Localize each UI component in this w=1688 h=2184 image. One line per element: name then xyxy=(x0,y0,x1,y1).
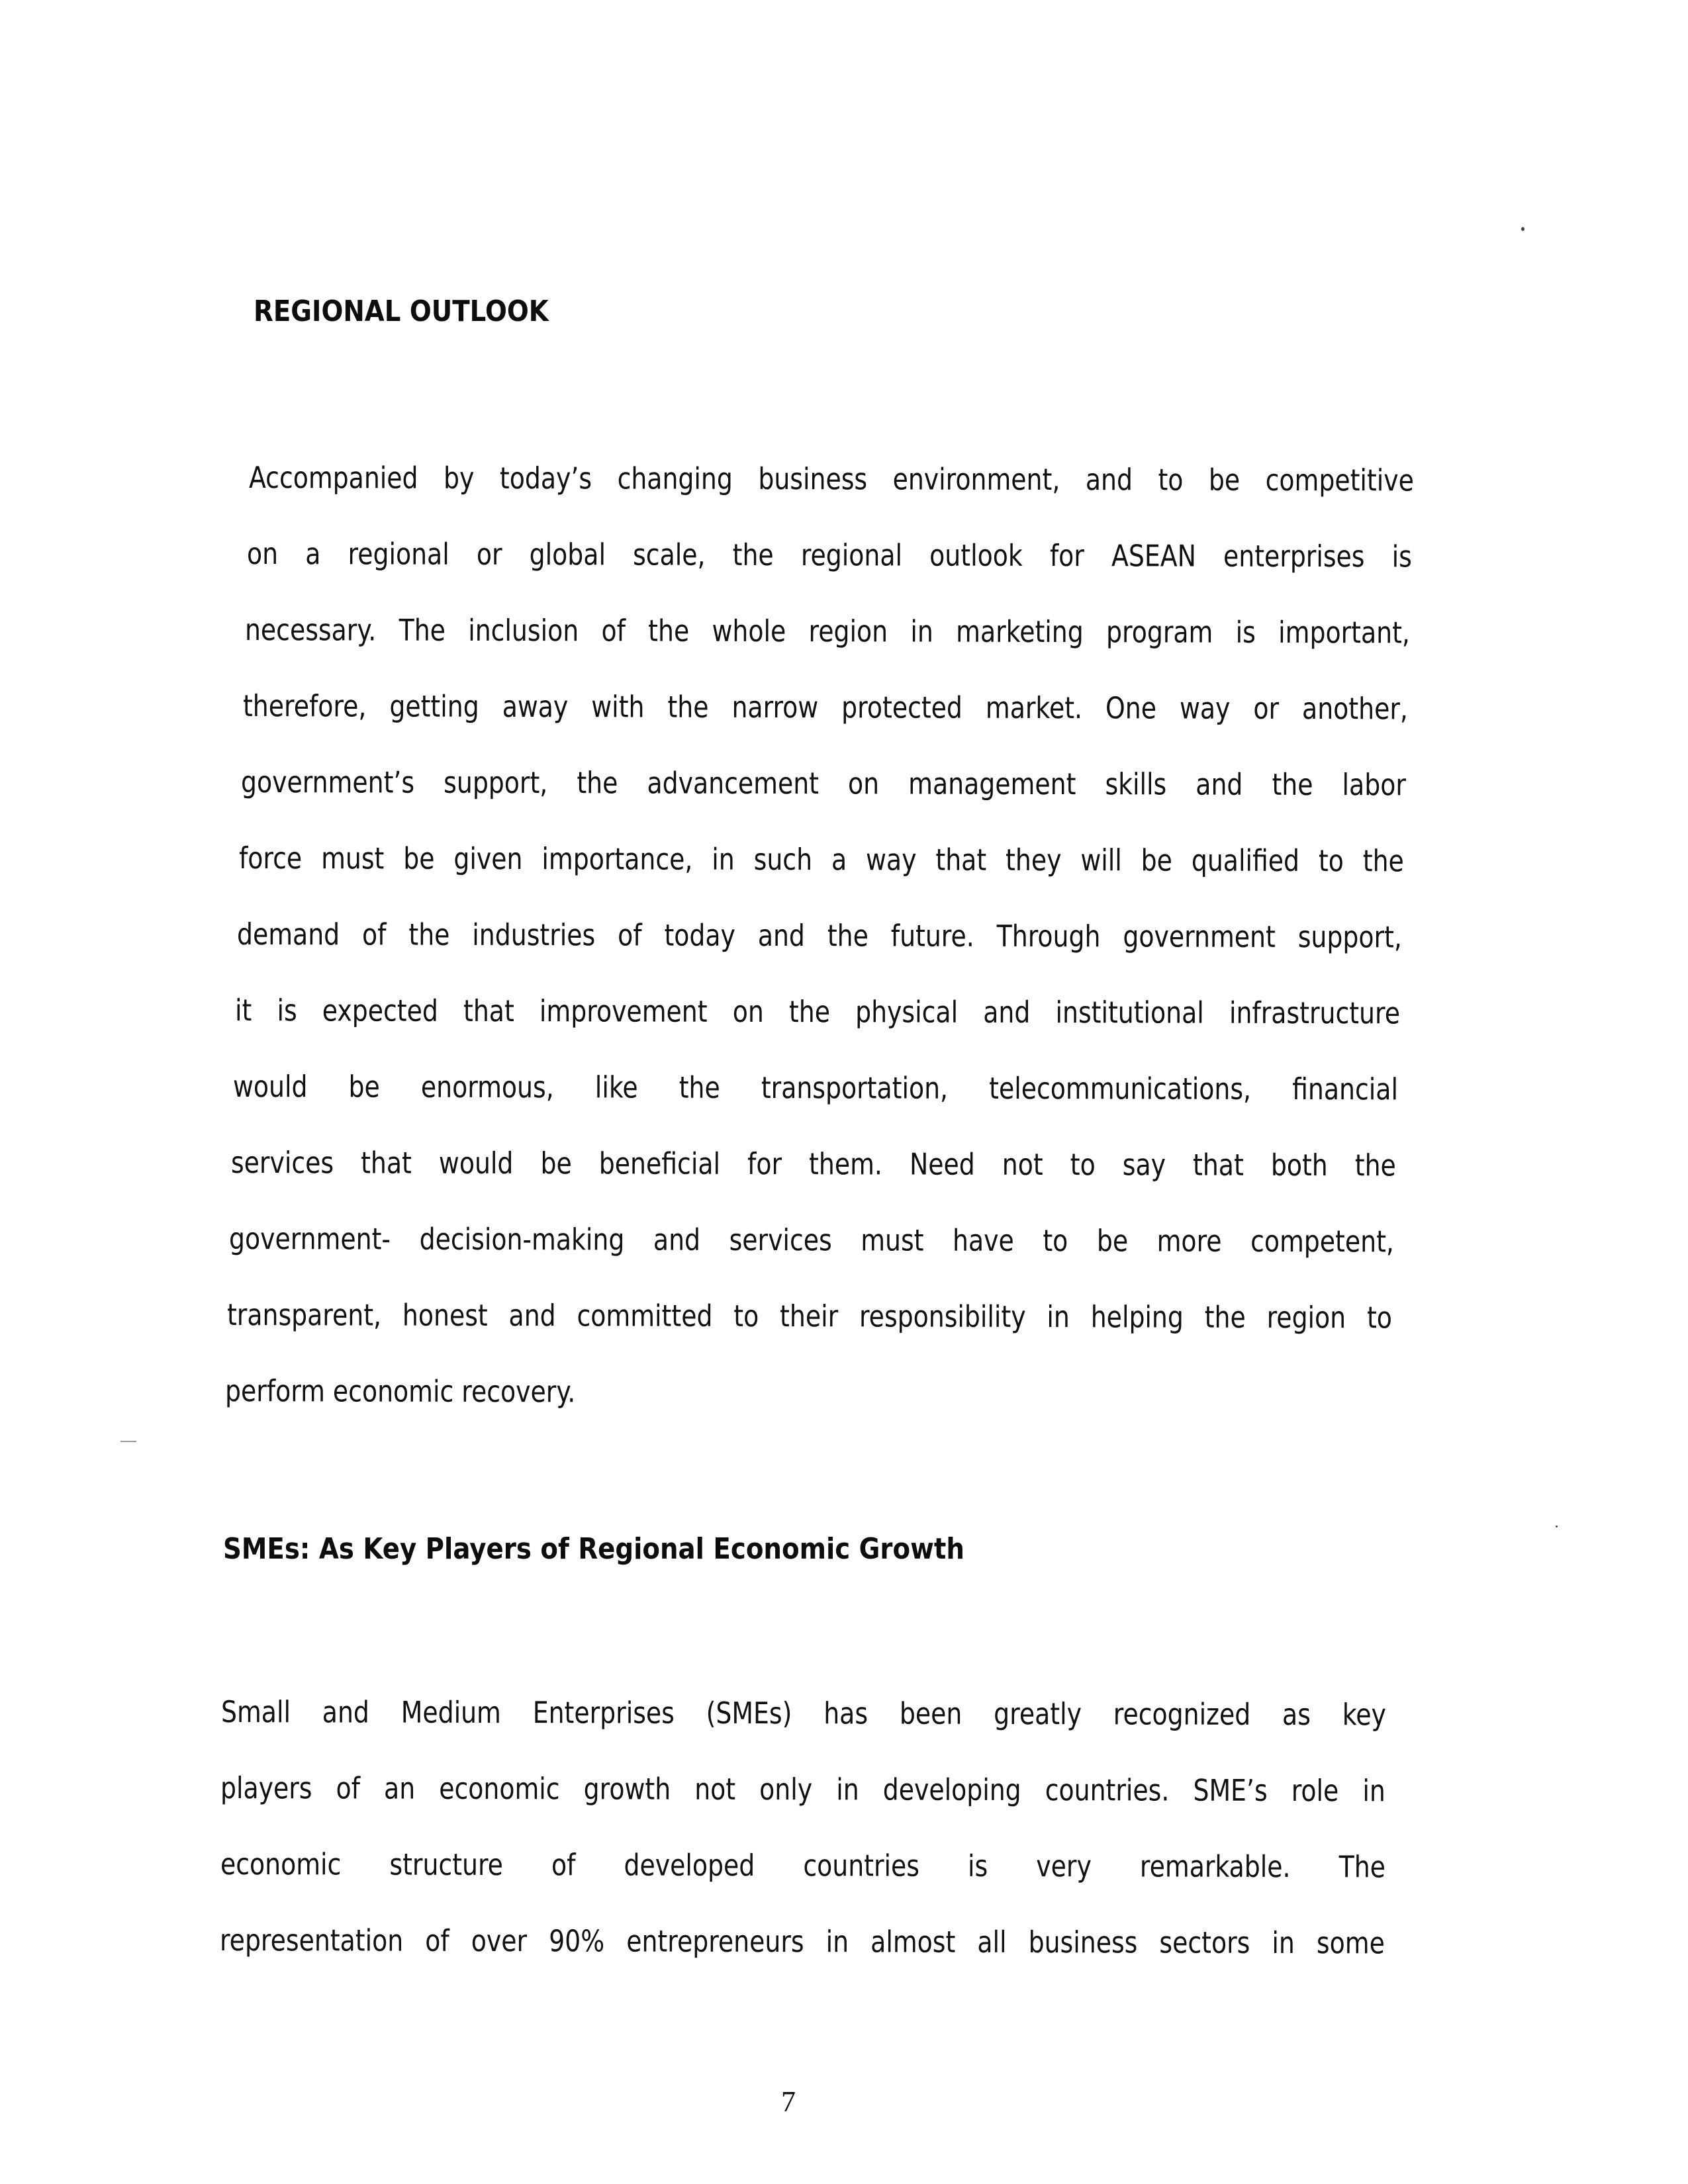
paragraph-line xyxy=(243,688,1408,726)
word: Need xyxy=(909,1146,975,1182)
word: and xyxy=(1085,462,1133,498)
word: to xyxy=(1043,1223,1068,1259)
word: force xyxy=(238,841,303,876)
word: expected xyxy=(322,993,438,1028)
word: business xyxy=(1028,1925,1138,1960)
word: The xyxy=(399,612,445,648)
paragraph-line xyxy=(233,1069,1398,1107)
word: the xyxy=(788,994,831,1030)
word: and xyxy=(1196,766,1243,802)
paragraph-line xyxy=(241,764,1406,802)
word: to xyxy=(733,1298,759,1334)
word: program xyxy=(1106,614,1213,650)
word: sectors xyxy=(1159,1925,1250,1960)
word: necessary. xyxy=(244,612,377,648)
word: remarkable. xyxy=(1139,1848,1291,1885)
page-number: 7 xyxy=(781,2085,796,2118)
scan-speck xyxy=(1556,1525,1558,1527)
word: will xyxy=(1080,842,1122,878)
word: countries xyxy=(803,1848,920,1884)
paragraph-line xyxy=(229,1221,1394,1259)
word: say xyxy=(1122,1147,1166,1183)
word: industries xyxy=(472,917,596,953)
word: beneficial xyxy=(598,1146,721,1181)
word: of xyxy=(551,1847,576,1883)
word: is xyxy=(1391,539,1412,574)
word: ASEAN xyxy=(1111,538,1196,574)
paragraph-line xyxy=(231,1145,1396,1183)
word: of xyxy=(425,1923,449,1958)
word: region xyxy=(1266,1299,1346,1336)
word: that xyxy=(361,1145,412,1181)
word: not xyxy=(694,1771,736,1807)
word: in xyxy=(910,614,933,649)
word: a xyxy=(831,842,847,878)
word: demand xyxy=(236,917,340,952)
word: their xyxy=(780,1298,839,1334)
word: key xyxy=(1342,1697,1387,1733)
word: it xyxy=(234,993,252,1028)
word: or xyxy=(1253,690,1280,726)
word: and xyxy=(508,1298,556,1334)
word: has xyxy=(823,1696,868,1731)
word: recognized xyxy=(1113,1696,1251,1732)
word: like xyxy=(594,1069,638,1105)
word: in xyxy=(1362,1773,1385,1809)
word: be xyxy=(1096,1223,1129,1259)
word: honest xyxy=(402,1297,488,1333)
paragraph-line xyxy=(239,841,1404,878)
word: the xyxy=(667,689,709,725)
word: protected xyxy=(841,690,963,725)
word: important, xyxy=(1278,614,1410,651)
word: competitive xyxy=(1265,462,1414,498)
word: way xyxy=(1179,690,1231,726)
word: the xyxy=(732,537,774,572)
word: of xyxy=(601,613,626,649)
word: in xyxy=(836,1772,859,1807)
word: decision-making xyxy=(419,1221,625,1257)
word: skills xyxy=(1105,766,1167,802)
word: to xyxy=(1158,462,1184,498)
word: of xyxy=(362,917,387,952)
paragraph-line xyxy=(227,1297,1392,1335)
word: and xyxy=(757,917,806,954)
scan-speck xyxy=(1521,227,1524,231)
word: some xyxy=(1316,1925,1385,1961)
word: the xyxy=(1362,843,1404,879)
word: a xyxy=(305,536,321,572)
word: not xyxy=(1002,1146,1043,1183)
word: labor xyxy=(1342,767,1406,803)
word: of xyxy=(336,1770,361,1806)
word: outlook xyxy=(929,537,1023,573)
word: qualified xyxy=(1191,842,1300,878)
word: whole xyxy=(712,613,786,649)
word: and xyxy=(983,994,1031,1030)
word: to xyxy=(1070,1147,1096,1183)
word: economic xyxy=(439,1770,560,1807)
word: enormous, xyxy=(420,1069,554,1105)
word: them. xyxy=(809,1146,882,1182)
word: the xyxy=(1204,1299,1246,1335)
paragraph-line xyxy=(221,1694,1386,1732)
word: be xyxy=(403,841,435,876)
word: in xyxy=(1047,1299,1070,1335)
word: with xyxy=(591,689,645,725)
word: have xyxy=(953,1222,1014,1258)
word: is xyxy=(1235,614,1256,650)
word: to xyxy=(1318,843,1344,879)
word: is xyxy=(277,993,297,1028)
word: be xyxy=(1208,462,1241,498)
word: developed xyxy=(624,1847,755,1884)
paragraph-line xyxy=(249,460,1414,498)
word: for xyxy=(1049,538,1084,574)
word: that xyxy=(935,842,987,878)
word: almost xyxy=(870,1924,956,1960)
word: on xyxy=(848,766,880,801)
word: in xyxy=(712,841,735,877)
word: is xyxy=(968,1848,988,1884)
word: infrastructure xyxy=(1229,995,1401,1031)
word: the xyxy=(1272,766,1313,803)
word: economic xyxy=(220,1846,342,1882)
section-heading-regional-outlook: REGIONAL OUTLOOK xyxy=(254,295,549,328)
word: services xyxy=(729,1222,832,1258)
word: market. xyxy=(985,690,1083,726)
paragraph-line xyxy=(247,536,1412,574)
word: today xyxy=(664,917,735,953)
word: over xyxy=(471,1923,528,1959)
word: such xyxy=(753,841,813,878)
word: the xyxy=(577,765,618,801)
word: more xyxy=(1156,1223,1222,1259)
paragraph-line xyxy=(245,612,1410,650)
word: the xyxy=(1354,1148,1396,1183)
word: Through xyxy=(996,918,1101,954)
word: Medium xyxy=(400,1694,501,1731)
word: of xyxy=(618,917,642,953)
word: Small xyxy=(220,1694,291,1730)
word: helping xyxy=(1090,1299,1184,1335)
word: for xyxy=(747,1146,782,1182)
word: given xyxy=(453,841,523,877)
word: today’s xyxy=(499,460,592,496)
word: entrepreneurs xyxy=(626,1923,804,1960)
word: an xyxy=(384,1770,416,1806)
word: to xyxy=(1366,1300,1393,1336)
word: only xyxy=(759,1772,813,1807)
word: financial xyxy=(1292,1071,1399,1107)
word: the xyxy=(408,917,450,952)
word: physical xyxy=(855,994,959,1030)
word: (SMEs) xyxy=(706,1695,792,1731)
paragraph-line xyxy=(220,1923,1385,1960)
word: regional xyxy=(348,536,449,572)
word: 90% xyxy=(549,1923,605,1959)
scan-speck xyxy=(120,1441,136,1442)
word: another, xyxy=(1302,690,1408,727)
word: business xyxy=(758,461,868,497)
word: must xyxy=(861,1222,924,1258)
word: would xyxy=(232,1069,308,1105)
word: the xyxy=(827,918,868,954)
word: players xyxy=(220,1770,312,1806)
word: Enterprises xyxy=(532,1695,675,1731)
word: developing xyxy=(882,1772,1021,1808)
word: narrow xyxy=(731,689,819,725)
word: both xyxy=(1270,1147,1328,1183)
word: enterprises xyxy=(1223,538,1365,574)
paragraph-line xyxy=(237,917,1402,954)
word: institutional xyxy=(1055,995,1204,1030)
word: transportation, xyxy=(761,1069,949,1106)
word: improvement xyxy=(539,993,708,1029)
word: growth xyxy=(583,1771,671,1807)
word: government xyxy=(1123,919,1276,954)
word: inclusion xyxy=(468,612,579,649)
word: on xyxy=(732,993,764,1029)
word: greatly xyxy=(994,1696,1082,1732)
word: One xyxy=(1105,690,1157,726)
word: structure xyxy=(389,1846,504,1883)
paragraph-line xyxy=(220,1846,1385,1884)
word: marketing xyxy=(956,614,1084,650)
word: telecommunications, xyxy=(989,1070,1252,1107)
word: representation xyxy=(219,1923,404,1958)
word: competent, xyxy=(1250,1223,1395,1259)
word: by xyxy=(444,460,475,496)
word: would xyxy=(438,1145,514,1181)
word: away xyxy=(502,688,569,725)
word: role xyxy=(1291,1773,1339,1809)
paragraph-line: perform economic recovery. xyxy=(224,1373,576,1410)
word: environment, xyxy=(892,461,1060,498)
word: advancement xyxy=(647,765,820,801)
word: on xyxy=(246,536,279,572)
word: region xyxy=(808,614,888,649)
word: Accompanied xyxy=(248,460,418,496)
word: changing xyxy=(617,461,733,496)
word: committed xyxy=(577,1298,713,1334)
word: future. xyxy=(890,918,974,954)
word: the xyxy=(679,1069,720,1105)
section-heading-smes: SMEs: As Key Players of Regional Economic Growth xyxy=(223,1532,964,1566)
word: way xyxy=(865,842,917,878)
word: as xyxy=(1282,1696,1311,1733)
word: in xyxy=(825,1924,849,1960)
word: be xyxy=(540,1146,572,1181)
word: transparent, xyxy=(226,1297,382,1333)
word: the xyxy=(648,613,690,649)
paragraph-line xyxy=(235,993,1400,1030)
word: importance, xyxy=(541,841,693,877)
word: and xyxy=(653,1222,701,1257)
word: support, xyxy=(1297,919,1402,955)
word: government- xyxy=(228,1221,391,1257)
word: that xyxy=(1193,1147,1244,1183)
word: services xyxy=(230,1145,334,1181)
word: in xyxy=(1272,1925,1295,1961)
word: been xyxy=(899,1696,962,1731)
word: very xyxy=(1036,1848,1092,1884)
word: The xyxy=(1338,1849,1386,1885)
word: they xyxy=(1006,842,1062,878)
word: countries. xyxy=(1045,1772,1170,1808)
word: getting xyxy=(389,688,479,724)
word: and xyxy=(322,1694,369,1730)
word: management xyxy=(908,766,1076,802)
word: all xyxy=(977,1924,1007,1960)
word: government’s xyxy=(240,764,415,800)
word: SME’s xyxy=(1193,1772,1268,1808)
word: scale, xyxy=(633,537,706,572)
word: be xyxy=(1141,842,1172,878)
word: that xyxy=(463,993,514,1029)
word: or xyxy=(476,536,502,572)
word: therefore, xyxy=(242,688,367,724)
paragraph-line xyxy=(220,1770,1385,1808)
word: regional xyxy=(800,537,903,573)
word: support, xyxy=(444,764,548,801)
word: be xyxy=(348,1069,380,1105)
word: must xyxy=(321,841,385,876)
word: responsibility xyxy=(859,1298,1026,1335)
word: global xyxy=(529,537,606,572)
